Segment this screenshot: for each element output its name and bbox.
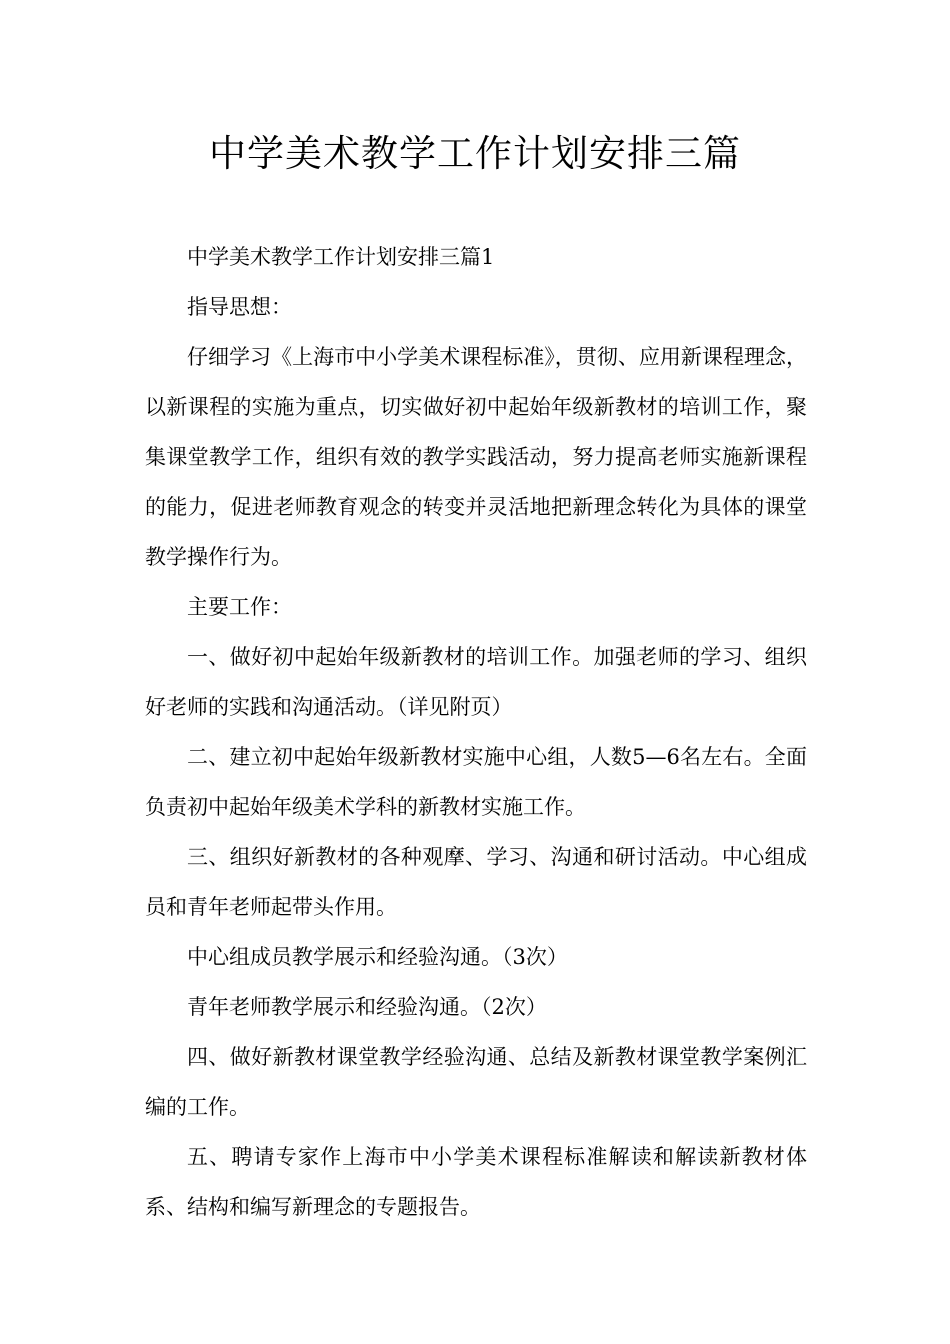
- work-item-3-sub-2: 青年老师教学展示和经验沟通。（2次）: [187, 995, 547, 1019]
- work-item-4: 四、做好新教材课堂教学经验沟通、总结及新教材课堂教学案例汇编的工作。: [145, 1045, 807, 1119]
- main-work-label: 主要工作：: [187, 595, 292, 619]
- work-item-2: 二、建立初中起始年级新教材实施中心组，人数5—6名左右。全面负责初中起始年级美术学科的新教材实施工作。: [145, 745, 807, 819]
- guiding-ideology-paragraph: 仔细学习《上海市中小学美术课程标准》，贯彻、应用新课程理念，以新课程的实施为重点，切实做好初中起始年级新教材的培训工作，聚集课堂教学工作，组织有效的教学实践活动，努力提高老师实施新课程的能力，促进老师教育观念的转变并灵活地把新理念转化为具体的课堂教学操作行为。: [145, 345, 807, 569]
- work-item-3: 三、组织好新教材的各种观摩、学习、沟通和研讨活动。中心组成员和青年老师起带头作用。: [145, 845, 807, 919]
- section-heading: 中学美术教学工作计划安排三篇1: [187, 245, 495, 269]
- document-body: [145, 232, 807, 1232]
- work-item-3-sub-1: 中心组成员教学展示和经验沟通。（3次）: [187, 945, 568, 969]
- work-item-5: 五、聘请专家作上海市中小学美术课程标准解读和解读新教材体系、结构和编写新理念的专题报告。: [145, 1145, 807, 1219]
- work-item-1: 一、做好初中起始年级新教材的培训工作。加强老师的学习、组织好老师的实践和沟通活动。（详见附页）: [145, 645, 807, 719]
- document-title: 中学美术教学工作计划安排三篇: [209, 132, 741, 175]
- guiding-ideology-label: 指导思想：: [187, 295, 292, 319]
